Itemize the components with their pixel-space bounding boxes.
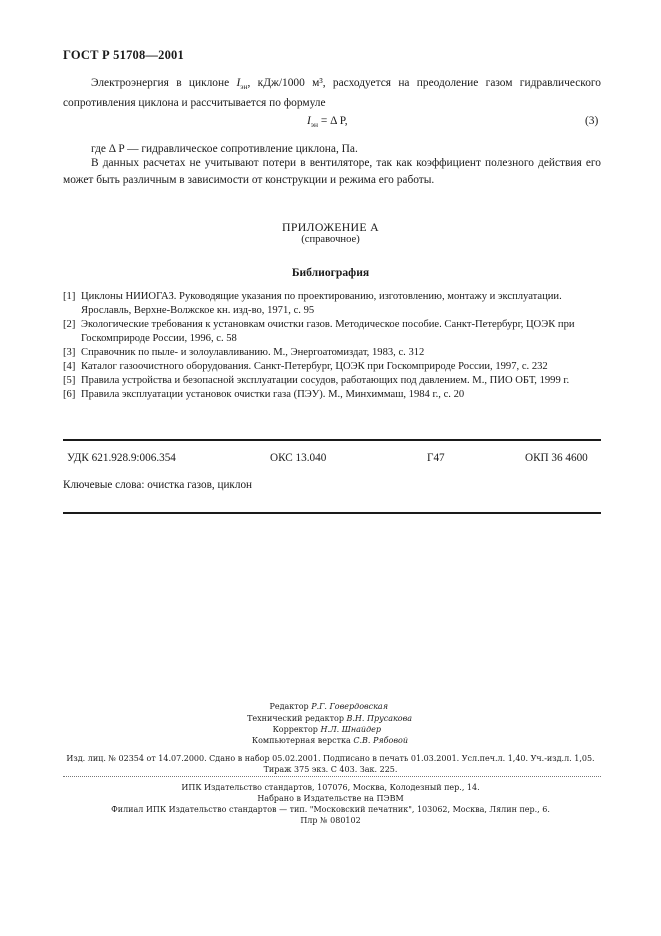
bibliography-item-number: [6] [63,389,76,400]
para1-rest: , кДж/1000 м³, расходуется на преодоление газом гидравлического сопротивления циклона и рассчитывается по формуле [63,77,601,109]
bibliography-list [63,290,603,402]
appendix-subtitle: (справочное) [301,234,360,245]
print-run-line: Тираж 375 экз. С 403. Зак. 225. [263,765,398,774]
bibliography-item [63,318,603,346]
appendix-title: ПРИЛОЖЕНИЕ А [282,220,379,234]
corrector-label: Корректор [272,725,318,734]
classification-top-rule [63,439,601,441]
paragraph-electricity [63,75,601,112]
editor-name: Р.Г. Говердовская [311,702,388,711]
bibliography-item-text: Правила устройства и безопасной эксплуатации сосудов, работающих под давлением. М., ПИО ОБТ, 1999 г. [81,375,570,386]
bibliography-item [63,346,603,360]
bibliography-item-number: [1] [63,291,76,302]
keywords-line: Ключевые слова: очистка газов, циклон [63,479,253,491]
branch-line: Филиал ИПК Издательство стандартов — тип. "Московский печатник", 103062, Москва, Лялин пер., 6. [111,805,550,814]
tech-editor-name: В.Н. Прусакова [346,714,412,723]
tech-editor-label: Технический редактор [247,714,344,723]
bibliography-title: Библиография [291,266,370,279]
bibliography-item-number: [4] [63,361,76,372]
bibliography-item [63,374,603,388]
layout-line [0,736,408,745]
ipk-address-line: ИПК Издательство стандартов, 107076, Москва, Колодезный пер., 14. [181,783,480,792]
bibliography-item [63,388,603,402]
imprint-divider [63,776,601,777]
para1-subscript: эн [240,82,248,91]
bibliography-item-number: [2] [63,319,76,330]
typeset-line: Набрано в Издательстве на ПЭВМ [257,794,404,803]
standard-header: ГОСТ Р 51708—2001 [63,48,184,62]
bibliography-item-number: [3] [63,347,76,358]
para1-symbol: I [236,77,241,89]
bibliography-item-number: [5] [63,375,76,386]
paragraph-where: где Δ P — гидравлическое сопротивление циклона, Па. [91,143,358,155]
corrector-name: Н.Л. Шнайдер [320,725,381,734]
bibliography-item [63,360,603,374]
udk-code: УДК 621.928.9:006.354 [67,452,176,464]
para1-lead: Электроэнергия в циклоне [91,77,230,89]
formula-subscript: эн [310,120,319,129]
editor-label: Редактор [269,702,309,711]
bibliography-item [63,290,603,318]
formula-symbol: I [307,115,311,127]
bibliography-item-text: Экологические требования к установкам очистки газов. Методическое пособие. Санкт-Петербург, ЦОЭК при Госкомприроде России, 1996, с. 58 [81,319,575,344]
plr-line: Плр № 080102 [300,816,361,825]
bibliography-item-text: Правила эксплуатации установок очистки газа (ПЭУ). М., Минхиммаш, 1984 г., с. 20 [81,389,465,400]
layout-name: С.В. Рябовой [353,736,408,745]
formula-3 [307,115,348,129]
publishing-line: Изд. лиц. № 02354 от 14.07.2000. Сдано в набор 05.02.2001. Подписано в печать 01.03.2001. Усл.печ.л. 1,40. Уч.-изд.л. 1,05. [66,754,595,763]
bibliography-item-text: Каталог газоочистного оборудования. Санкт-Петербург, ЦОЭК при Госкомприроде России, 1997, с. 232 [81,361,548,372]
bibliography-item-text: Справочник по пыле- и золоулавливанию. М., Энергоатомиздат, 1983, с. 312 [81,347,425,358]
editor-line [0,702,388,711]
formula-rhs: = Δ P, [318,115,348,127]
classification-bottom-rule [63,512,601,514]
layout-label: Компьютерная верстка [251,736,351,745]
okp-code: ОКП 36 4600 [525,452,588,464]
tech-editor-line [0,714,412,723]
g-code: Г47 [427,452,445,464]
formula-number: (3) [585,115,599,127]
corrector-line [0,725,381,734]
bibliography-item-text: Циклоны НИИОГАЗ. Руководящие указания по проектированию, изготовлению, монтажу и эксплуатации. Ярославль, Верхне-Волжское кн. изд-во, 1971, с. 95 [81,291,562,316]
oks-code: ОКС 13.040 [270,452,327,464]
paragraph-losses: В данных расчетах не учитывают потери в вентиляторе, так как коэффициент полезного действия его может быть различным в зависимости от конструкции и режима его работы. [63,157,601,186]
